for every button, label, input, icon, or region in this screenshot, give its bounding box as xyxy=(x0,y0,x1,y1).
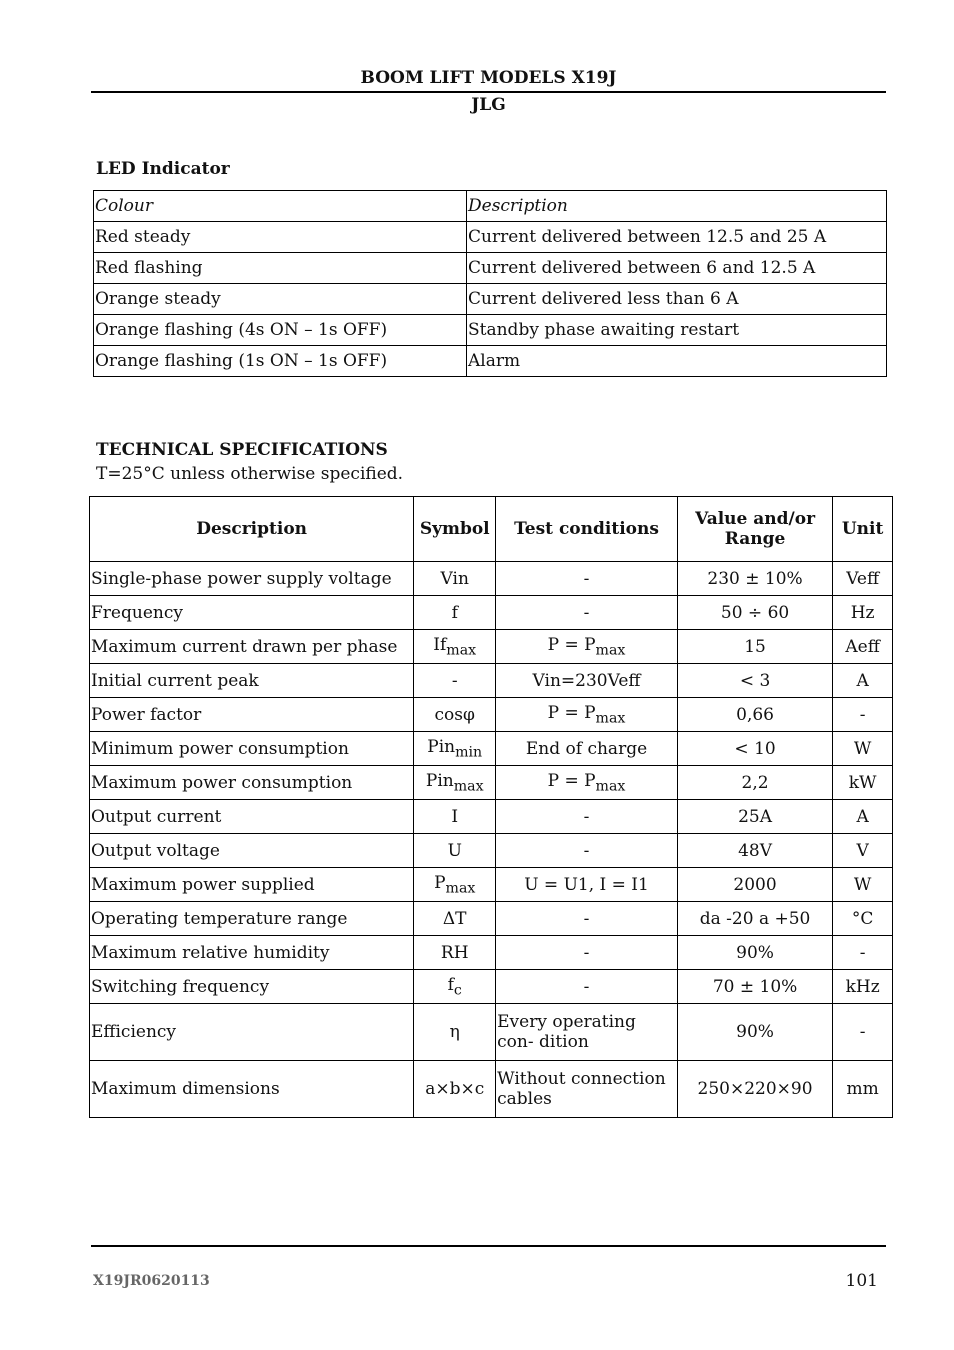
led-colour-cell: Orange flashing (4s ON – 1s OFF) xyxy=(94,315,467,346)
conditions-subscript: max xyxy=(595,778,626,795)
tech-specs-title: TECHNICAL SPECIFICATIONS xyxy=(96,440,388,460)
spec-test-conditions-cell xyxy=(496,834,678,868)
tech-specs-table xyxy=(89,496,893,1118)
conditions-text: - xyxy=(583,942,590,963)
conditions-subscript: max xyxy=(595,710,626,727)
spec-unit-cell: A xyxy=(833,800,893,834)
spec-symbol-cell xyxy=(414,1061,496,1118)
spec-value-cell: 15 xyxy=(677,630,832,664)
conditions-text: - xyxy=(583,908,590,929)
conditions-text: Without connection cables xyxy=(497,1069,666,1109)
spec-test-conditions-cell xyxy=(496,800,678,834)
spec-description-cell: Frequency xyxy=(90,596,414,630)
conditions-text: - xyxy=(583,602,590,623)
spec-description-cell: Initial current peak xyxy=(90,664,414,698)
led-colour-cell: Red flashing xyxy=(94,253,467,284)
page-number: 101 xyxy=(845,1271,878,1291)
spec-test-conditions-cell xyxy=(496,868,678,902)
spec-symbol-cell xyxy=(414,664,496,698)
symbol-text: Pin xyxy=(427,736,456,757)
spec-test-conditions-cell xyxy=(496,1004,678,1061)
symbol-text: If xyxy=(433,634,447,655)
spec-unit-cell: W xyxy=(833,868,893,902)
spec-description-cell: Single-phase power supply voltage xyxy=(90,562,414,596)
header-title: BOOM LIFT MODELS X19J xyxy=(360,68,617,88)
footer-document-code: X19JR0620113 xyxy=(93,1273,210,1289)
spec-symbol-cell xyxy=(414,766,496,800)
spec-table-row xyxy=(90,936,893,970)
spec-description-cell: Minimum power consumption xyxy=(90,732,414,766)
spec-table-row xyxy=(90,698,893,732)
symbol-text: I xyxy=(451,806,459,827)
spec-unit-cell: - xyxy=(833,698,893,732)
spec-col-test-conditions: Test conditions xyxy=(496,497,678,562)
spec-value-cell: 90% xyxy=(677,1004,832,1061)
symbol-text: ΔT xyxy=(442,908,467,929)
spec-table-row xyxy=(90,868,893,902)
conditions-text: Every operating con- dition xyxy=(497,1012,636,1052)
spec-value-cell: 0,66 xyxy=(677,698,832,732)
spec-test-conditions-cell xyxy=(496,970,678,1004)
symbol-text: cosφ xyxy=(434,704,475,725)
spec-test-conditions-cell xyxy=(496,630,678,664)
spec-symbol-cell xyxy=(414,1004,496,1061)
spec-unit-cell: - xyxy=(833,1004,893,1061)
symbol-text: U xyxy=(447,840,462,861)
spec-description-cell: Output current xyxy=(90,800,414,834)
spec-value-cell: 250×220×90 xyxy=(677,1061,832,1118)
symbol-text: RH xyxy=(440,942,469,963)
led-description-cell: Current delivered between 6 and 12.5 A xyxy=(467,253,887,284)
conditions-text: P = P xyxy=(547,702,596,723)
spec-test-conditions-cell xyxy=(496,936,678,970)
spec-description-cell: Maximum power supplied xyxy=(90,868,414,902)
footer-divider xyxy=(91,1245,886,1247)
symbol-subscript: max xyxy=(445,880,476,897)
led-indicator-table xyxy=(93,190,887,377)
conditions-text: End of charge xyxy=(525,738,648,759)
spec-unit-cell: Veff xyxy=(833,562,893,596)
spec-value-cell: 70 ± 10% xyxy=(677,970,832,1004)
led-indicator-title: LED Indicator xyxy=(96,159,230,179)
conditions-text: P = P xyxy=(547,770,596,791)
spec-description-cell: Switching frequency xyxy=(90,970,414,1004)
symbol-subscript: c xyxy=(453,982,462,999)
conditions-text: - xyxy=(583,806,590,827)
spec-symbol-cell xyxy=(414,630,496,664)
symbol-text: P xyxy=(434,872,446,893)
spec-test-conditions-cell xyxy=(496,664,678,698)
spec-test-conditions-cell xyxy=(496,766,678,800)
led-col-description: Description xyxy=(467,191,887,222)
spec-symbol-cell xyxy=(414,596,496,630)
spec-table-row xyxy=(90,596,893,630)
tech-specs-subtitle: T=25°C unless otherwise specified. xyxy=(96,464,404,484)
spec-test-conditions-cell xyxy=(496,732,678,766)
spec-value-cell: < 3 xyxy=(677,664,832,698)
symbol-text: f xyxy=(451,602,458,623)
symbol-text: η xyxy=(449,1022,460,1042)
spec-test-conditions-cell xyxy=(496,698,678,732)
spec-description-cell: Maximum power consumption xyxy=(90,766,414,800)
spec-description-cell: Maximum dimensions xyxy=(90,1061,414,1118)
led-table-row xyxy=(94,346,887,377)
spec-col-symbol: Symbol xyxy=(414,497,496,562)
led-description-cell: Standby phase awaiting restart xyxy=(467,315,887,346)
spec-test-conditions-cell xyxy=(496,1061,678,1118)
spec-value-cell: 230 ± 10% xyxy=(677,562,832,596)
led-colour-cell: Red steady xyxy=(94,222,467,253)
spec-value-cell: 50 ÷ 60 xyxy=(677,596,832,630)
led-table-row xyxy=(94,284,887,315)
spec-description-cell: Maximum current drawn per phase xyxy=(90,630,414,664)
conditions-subscript: max xyxy=(595,642,626,659)
spec-unit-cell: - xyxy=(833,936,893,970)
spec-symbol-cell xyxy=(414,936,496,970)
conditions-text: - xyxy=(583,976,590,997)
spec-symbol-cell xyxy=(414,868,496,902)
spec-symbol-cell xyxy=(414,902,496,936)
spec-value-cell: da -20 a +50 xyxy=(677,902,832,936)
spec-value-cell: 48V xyxy=(677,834,832,868)
led-colour-cell: Orange flashing (1s ON – 1s OFF) xyxy=(94,346,467,377)
spec-value-cell: 25A xyxy=(677,800,832,834)
conditions-text: - xyxy=(583,840,590,861)
symbol-subscript: max xyxy=(446,642,477,659)
symbol-text: Vin xyxy=(440,568,469,589)
spec-table-row xyxy=(90,664,893,698)
spec-symbol-cell xyxy=(414,970,496,1004)
header-divider xyxy=(91,91,886,93)
symbol-text: f xyxy=(447,974,454,995)
header-brand: JLG xyxy=(471,95,506,115)
spec-unit-cell: Hz xyxy=(833,596,893,630)
spec-table-row xyxy=(90,902,893,936)
spec-description-cell: Output voltage xyxy=(90,834,414,868)
led-description-cell: Alarm xyxy=(467,346,887,377)
spec-table-row xyxy=(90,1004,893,1061)
spec-col-unit: Unit xyxy=(833,497,893,562)
conditions-text: U = U1, I = I1 xyxy=(524,874,649,895)
spec-value-cell: 90% xyxy=(677,936,832,970)
led-description-cell: Current delivered less than 6 A xyxy=(467,284,887,315)
spec-symbol-cell xyxy=(414,562,496,596)
spec-table-row xyxy=(90,800,893,834)
spec-table-row xyxy=(90,630,893,664)
spec-unit-cell: mm xyxy=(833,1061,893,1118)
spec-table-row xyxy=(90,834,893,868)
symbol-subscript: min xyxy=(455,744,483,761)
led-table-row xyxy=(94,222,887,253)
symbol-text: - xyxy=(451,670,458,691)
spec-unit-cell: Aeff xyxy=(833,630,893,664)
conditions-text: - xyxy=(583,568,590,589)
spec-description-cell: Maximum relative humidity xyxy=(90,936,414,970)
spec-test-conditions-cell xyxy=(496,596,678,630)
led-table-row xyxy=(94,315,887,346)
spec-unit-cell: V xyxy=(833,834,893,868)
spec-unit-cell: A xyxy=(833,664,893,698)
spec-symbol-cell xyxy=(414,698,496,732)
symbol-text: a×b×c xyxy=(425,1079,485,1099)
spec-description-cell: Efficiency xyxy=(90,1004,414,1061)
spec-col-value: Value and/or Range xyxy=(677,497,832,562)
led-description-cell: Current delivered between 12.5 and 25 A xyxy=(467,222,887,253)
led-table-row xyxy=(94,253,887,284)
spec-table-row xyxy=(90,970,893,1004)
spec-unit-cell: W xyxy=(833,732,893,766)
spec-description-cell: Power factor xyxy=(90,698,414,732)
spec-table-row xyxy=(90,1061,893,1118)
led-col-colour: Colour xyxy=(94,191,467,222)
spec-unit-cell: kW xyxy=(833,766,893,800)
spec-symbol-cell xyxy=(414,800,496,834)
spec-test-conditions-cell xyxy=(496,562,678,596)
symbol-text: Pin xyxy=(425,770,454,791)
spec-table-header xyxy=(90,497,893,562)
spec-unit-cell: °C xyxy=(833,902,893,936)
spec-table-row xyxy=(90,766,893,800)
led-table-header xyxy=(94,191,887,222)
spec-value-cell: 2,2 xyxy=(677,766,832,800)
spec-description-cell: Operating temperature range xyxy=(90,902,414,936)
conditions-text: Vin=230Veff xyxy=(532,670,641,691)
spec-col-description: Description xyxy=(90,497,414,562)
spec-symbol-cell xyxy=(414,834,496,868)
spec-table-row xyxy=(90,562,893,596)
led-colour-cell: Orange steady xyxy=(94,284,467,315)
spec-unit-cell: kHz xyxy=(833,970,893,1004)
symbol-subscript: max xyxy=(453,778,484,795)
conditions-text: P = P xyxy=(547,634,596,655)
spec-value-cell: < 10 xyxy=(677,732,832,766)
spec-test-conditions-cell xyxy=(496,902,678,936)
spec-value-cell: 2000 xyxy=(677,868,832,902)
spec-table-row xyxy=(90,732,893,766)
spec-symbol-cell xyxy=(414,732,496,766)
